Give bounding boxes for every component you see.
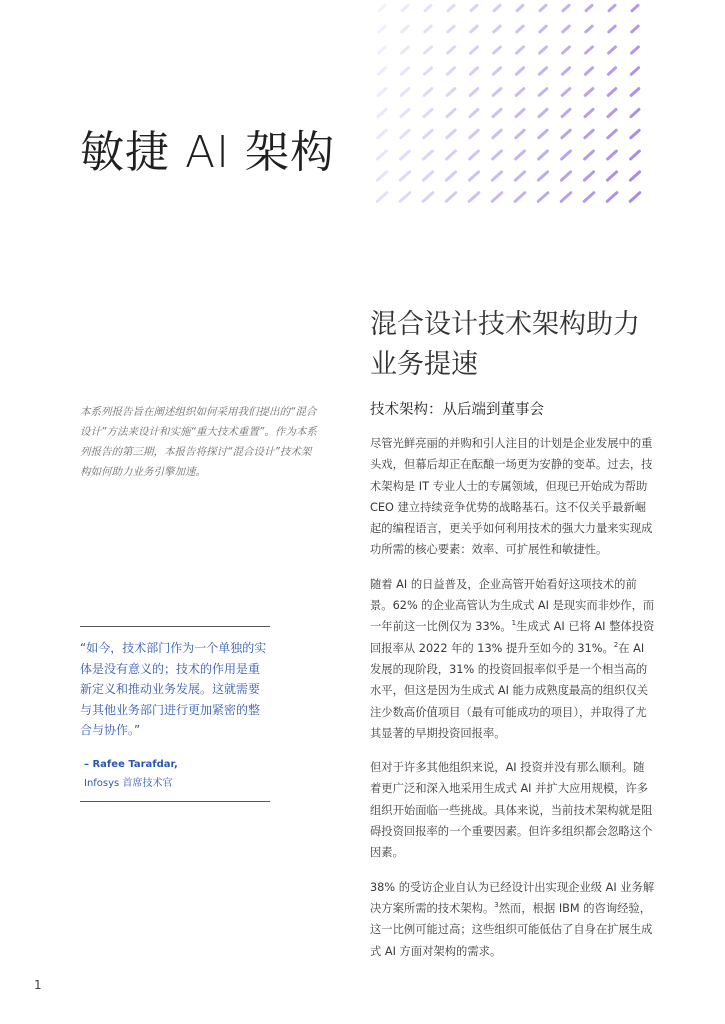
decorative-dash [493,68,500,74]
decorative-dash [425,47,432,53]
decorative-dash [400,193,410,202]
subheading: 技术架构：从后端到董事会 [370,402,544,418]
decorative-dash [562,130,570,138]
decorative-dash [631,130,639,138]
decorative-dash [586,5,592,10]
decorative-dash [378,68,385,74]
decorative-dash [516,68,523,74]
decorative-dash [540,5,546,10]
decorative-dash [401,68,408,74]
decorative-dash [631,109,639,116]
decorative-dash [608,109,616,116]
decorative-dash [609,47,616,53]
decorative-dash [470,109,478,116]
decorative-dash [470,68,477,74]
decorative-dash [424,151,433,159]
decorative-dash [539,151,548,159]
decorative-dash [539,109,547,116]
decorative-dash [608,130,616,138]
decorative-dash [563,5,569,10]
decorative-dash [470,151,479,159]
paragraph-4-part-2: 然而，根据 IBM 的咨询经验，这一比例可能过高；这些组织可能低估了自身在扩展生成式 AI 方面对架构的需求。 [370,901,653,958]
page-number: 1 [34,978,42,992]
decorative-dash [447,68,454,74]
decorative-dash [562,151,571,159]
decorative-dash [402,5,408,10]
decorative-dash [608,151,617,159]
decorative-dash [515,193,525,202]
decorative-dash [494,5,500,10]
decorative-dash [516,109,524,116]
paragraph-2 [370,574,655,744]
decorative-dash [492,172,501,180]
decorative-dash [562,89,570,96]
decorative-dash [447,151,456,159]
decorative-dash [539,89,547,96]
footnote-ref-2[interactable]: 2 [613,640,619,649]
decorative-dash [400,172,409,180]
decorative-dash [585,130,593,138]
decorative-dash [377,193,387,202]
decorative-dash [607,172,616,180]
decorative-dash [585,151,594,159]
decorative-dash [425,26,431,32]
decorative-dash [516,89,524,96]
decorative-dash [538,172,547,180]
decorative-dash [447,109,455,116]
decorative-dash [631,151,640,159]
decorative-dash [424,68,431,74]
decorative-dash [401,109,409,116]
decorative-dash [379,26,385,32]
decorative-dash [517,47,524,53]
decorative-dash [608,89,616,96]
decorative-dash [493,89,501,96]
decorative-dash [632,5,638,10]
decorative-dash [607,193,617,202]
decorative-dash [425,5,431,10]
decorative-dash [469,193,479,202]
decorative-dash [517,5,523,10]
decorative-dash [608,68,615,74]
decorative-dash [492,193,502,202]
quote-author-role: Infosys 首席技术官 [84,777,173,789]
paragraph-4 [370,877,655,962]
decorative-dash [470,130,478,138]
decorative-dash [585,89,593,96]
decorative-dash [470,89,478,96]
decorative-dash [609,5,615,10]
decorative-dash [471,47,478,53]
decorative-dash [539,130,547,138]
decorative-dash [538,193,548,202]
decorative-dash [561,193,571,202]
quote-author: – Rafee Tarafdar, [84,758,178,770]
decorative-dash [563,47,570,53]
decorative-dash [586,26,592,32]
decorative-dash [423,172,432,180]
decorative-dash [609,26,615,32]
decorative-dash [402,26,408,32]
decorative-dash [517,26,523,32]
decorative-dash [562,109,570,116]
decorative-dash [539,68,546,74]
purple-dash-pattern-decoration [362,0,662,220]
decorative-dash [471,5,477,10]
decorative-dash [562,68,569,74]
decorative-dash [424,89,432,96]
decorative-dash [540,47,547,53]
decorative-dash [563,26,569,32]
decorative-dash [585,68,592,74]
decorative-dash [448,47,455,53]
decorative-dash [516,130,524,138]
paragraph-4-part-1: 38% 的受访企业自认为已经设计出实现企业级 AI 业务解决方案所需的技术架构。 [370,880,655,915]
decorative-dash [632,26,638,32]
paragraph-2-part-2: 生成式 AI 已将 AI 整体投资回报率从 2022 年的 13% 提升至如今的 31%。 [370,620,655,655]
decorative-dash [630,193,640,202]
decorative-dash [401,130,409,138]
decorative-dash [401,89,409,96]
decorative-dash [515,172,524,180]
decorative-dash [447,130,455,138]
decorative-dash [630,172,639,180]
decorative-dash [378,151,387,159]
decorative-dash [423,193,433,202]
page-title: 敏捷 AI 架构 [80,127,336,178]
decorative-dash [424,130,432,138]
decorative-dash [446,172,455,180]
decorative-dash [632,47,639,53]
decorative-dash [378,89,386,96]
decorative-dash [471,26,477,32]
paragraph-1: 尽管光鲜亮丽的并购和引人注目的计划是企业发展中的重头戏，但幕后却正在酝酿一场更为安静的变革。过去，技术架构是 IT 专业人士的专属领域，但现已开始成为帮助 CEO 建立持续竞争优势的战略基石。这不仅关乎最新崛起的编程语言，更关乎如何利用技术的强大力量来实现成功所需的核心要素：效率、可扩展性和敏捷性。 [370,437,653,557]
decorative-dash [584,172,593,180]
decorative-dash [493,130,501,138]
decorative-dash [448,5,454,10]
decorative-dash [584,193,594,202]
decorative-dash [493,151,502,159]
decorative-dash [585,109,593,116]
decorative-dash [561,172,570,180]
decorative-dash [631,68,638,74]
decorative-dash [378,130,386,138]
decorative-dash [493,109,501,116]
decorative-dash [446,193,456,202]
decorative-dash [469,172,478,180]
paragraph-3: 但对于许多其他组织来说，AI 投资并没有那么顺利。随着更广泛和深入地采用生成式 AI 并扩大应用规模，许多组织开始面临一些挑战。具体来说，当前技术架构就是阻碍投资回报率的一个重要因素。但许多组织都会忽略这个因素。 [370,761,653,860]
pull-quote [80,626,270,802]
footnote-ref-1[interactable]: 1 [511,619,517,628]
quote-text: “如今，技术部门作为一个单独的实体是没有意义的；技术的作用是重新定义和推动业务发展。这就需要与其他业务部门进行更加紧密的整合与协作。” [80,641,267,737]
decorative-dash [540,26,546,32]
decorative-dash [448,26,454,32]
decorative-dash [401,151,410,159]
series-intro: 本系列报告旨在阐述组织如何采用我们提出的“混合设计”方法来设计和实施“重大技术重置”。作为本系列报告的第三期，本报告将探讨“混合设计”技术架构如何助力业务引擎加速。 [80,406,317,478]
decorative-dash [494,26,500,32]
decorative-dash [402,47,409,53]
decorative-dash [447,89,455,96]
body-text [370,433,655,975]
decorative-dash [377,172,386,180]
decorative-dash [631,89,639,96]
decorative-dash [516,151,525,159]
decorative-dash [424,109,432,116]
paragraph-2-part-3: 在 AI 发展的现阶段，31% 的投资回报率似乎是一个相当高的水平，但这是因为生成式 AI 能力成熟度最高的组织仅关注少数高价值项目（最有可能成功的项目），并取得了尤其显著的早期投资回报率。 [370,641,649,740]
footnote-ref-3[interactable]: 3 [494,901,499,910]
decorative-dash [379,5,385,10]
decorative-dash [494,47,501,53]
decorative-dash [379,47,386,53]
paragraph-2-part-1: 随着 AI 的日益普及，企业高管开始看好这项技术的前景。62% 的企业高管认为生成式 AI 是现实而非炒作，而一年前这一比例仅为 33%。 [370,577,655,634]
section-heading: 混合设计技术架构助力业务提速 [370,309,640,380]
decorative-dash [586,47,593,53]
decorative-dash [378,109,386,116]
